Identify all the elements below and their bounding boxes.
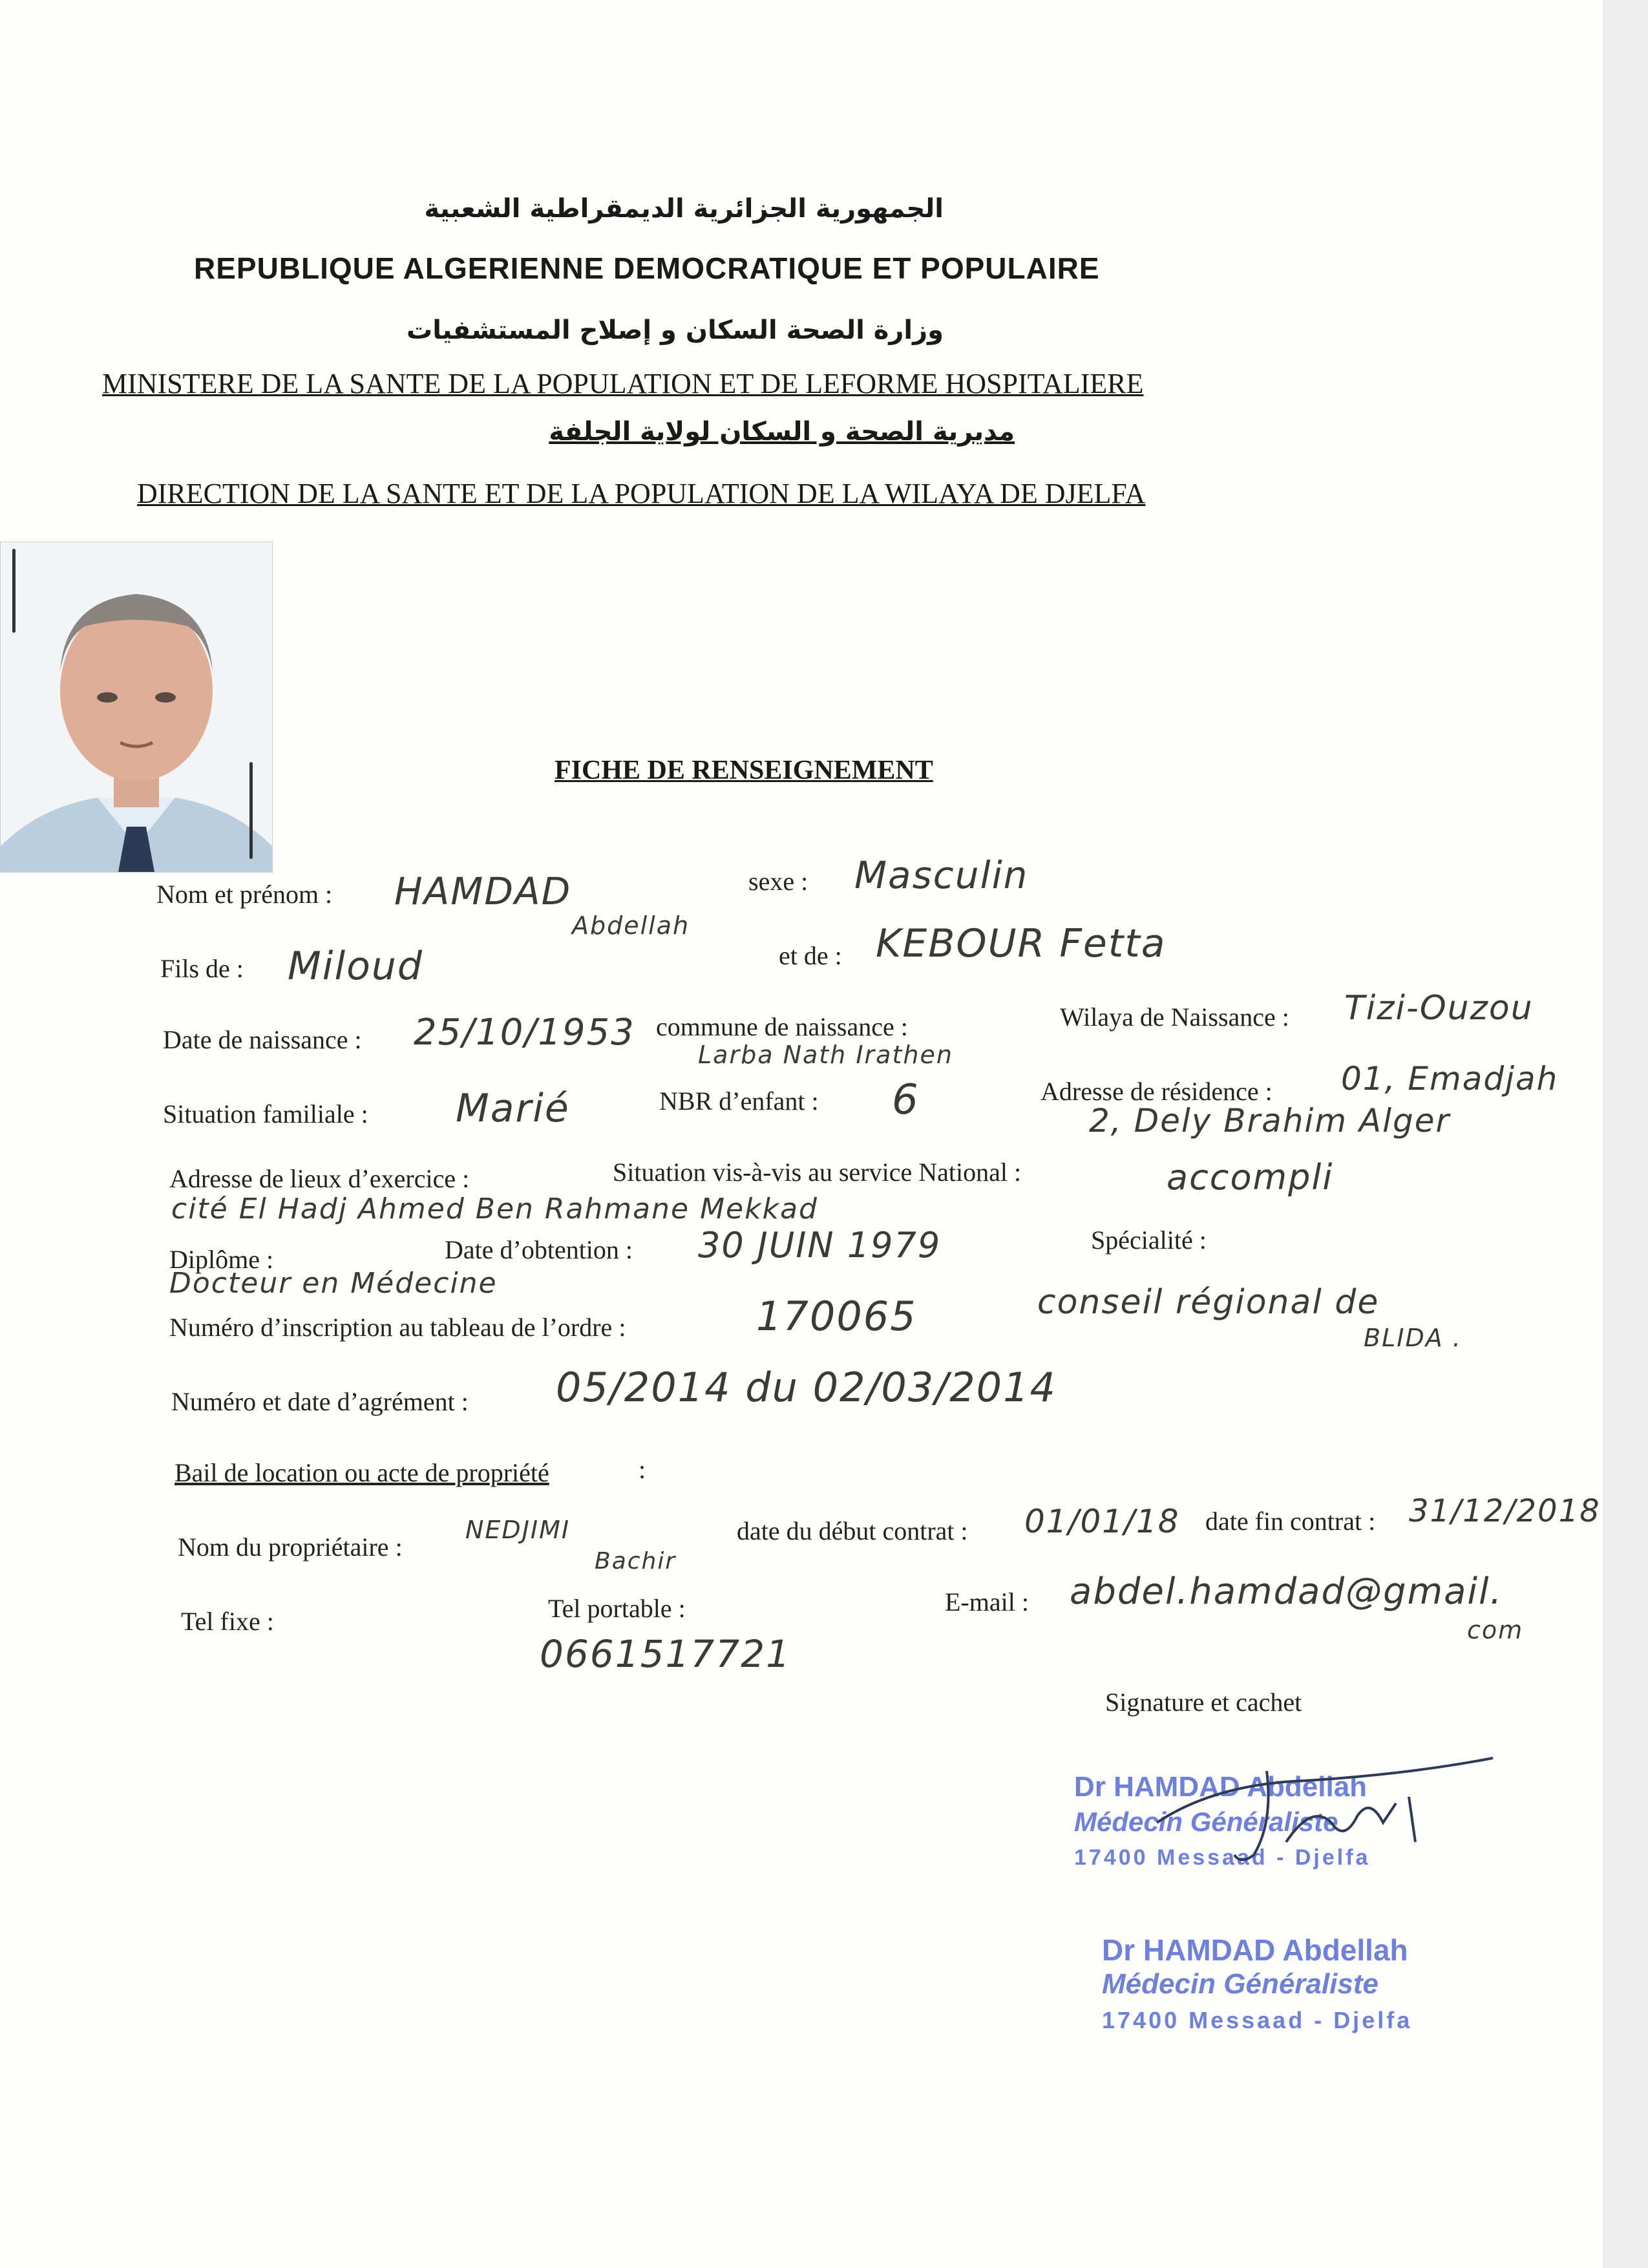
portrait-image — [1, 542, 272, 872]
direction-heading: DIRECTION DE LA SANTE ET DE LA POPULATION DE LA WILAYA DE DJELFA — [137, 478, 1146, 509]
sexe-label: sexe : — [748, 867, 808, 896]
wilaya-value: Tizi-Ouzou — [1344, 989, 1534, 1028]
prenom-value: Abdellah — [572, 911, 690, 940]
staple-left — [12, 549, 16, 633]
mere-value: KEBOUR Fetta — [876, 921, 1167, 966]
situation-value: Marié — [456, 1086, 570, 1131]
email-value: abdel.hamdad@gmail. — [1070, 1571, 1503, 1613]
conseil-value: conseil régional de — [1037, 1283, 1380, 1322]
blida-value: BLIDA . — [1364, 1324, 1462, 1352]
adresse-ex-label: Adresse de lieux d’exercice : — [169, 1164, 470, 1193]
signature-label: Signature et cachet — [1105, 1688, 1302, 1717]
situation-label: Situation familiale : — [163, 1099, 368, 1129]
email-value-2: com — [1467, 1616, 1524, 1644]
pere-value: Miloud — [288, 944, 423, 989]
nom-value: HAMDAD — [394, 869, 572, 913]
email-label: E-mail : — [945, 1587, 1029, 1616]
diplome-label: Diplôme : — [169, 1245, 274, 1274]
ministry-heading: MINISTERE DE LA SANTE DE LA POPULATION ET DE LEFORME HOSPITALIERE — [102, 368, 1144, 399]
republic-heading: REPUBLIQUE ALGERIENNE DEMOCRATIQUE ET POPULAIRE — [194, 251, 1100, 285]
stamp-1-address: 17400 Messaad - Djelfa — [1074, 1845, 1371, 1870]
tel-fixe-label: Tel fixe : — [181, 1607, 274, 1636]
debut-value: 01/01/18 — [1024, 1503, 1180, 1540]
specialite-label: Spécialité : — [1091, 1225, 1207, 1255]
stamp-2-address: 17400 Messaad - Djelfa — [1102, 2007, 1413, 2033]
tel-portable-label: Tel portable : — [548, 1594, 686, 1623]
adresse-ex-value: cité El Hadj Ahmed Ben Rahmane Mekkad — [171, 1192, 818, 1225]
nbr-label: NBR d’enfant : — [659, 1086, 819, 1116]
fils-label: Fils de : — [160, 954, 244, 983]
stamp-1-name: Dr HAMDAD Abdellah — [1074, 1771, 1368, 1803]
agrement-label: Numéro et date d’agrément : — [171, 1387, 469, 1416]
staple-right — [249, 762, 253, 859]
proprietaire-label: Nom du propriétaire : — [178, 1532, 403, 1562]
service-value: accompli — [1167, 1157, 1334, 1198]
debut-label: date du début contrat : — [737, 1516, 968, 1545]
nbr-value: 6 — [892, 1076, 920, 1124]
fin-label: date fin contrat : — [1205, 1507, 1376, 1536]
date-naissance-label: Date de naissance : — [163, 1025, 362, 1054]
scan-edge — [1603, 0, 1648, 2268]
sexe-value: Masculin — [854, 853, 1029, 897]
adresse-res-label: Adresse de résidence : — [1041, 1077, 1273, 1106]
agrement-value: 05/2014 du 02/03/2014 — [556, 1364, 1057, 1411]
date-naissance-value: 25/10/1953 — [414, 1012, 635, 1054]
inscription-label: Numéro d’inscription au tableau de l’ordre : — [169, 1313, 626, 1342]
arabic-republic-heading: الجمهورية الجزائرية الديمقراطية الشعبية — [424, 194, 944, 224]
adresse-res-value-1: 01, Emadjah — [1341, 1060, 1559, 1097]
id-photo — [0, 542, 273, 873]
stamp-1-title: Médecin Généraliste — [1074, 1807, 1338, 1837]
diplome-value: Docteur en Médecine — [169, 1267, 498, 1300]
obtention-label: Date d’obtention : — [445, 1235, 633, 1264]
nom-label: Nom et prénom : — [156, 880, 333, 909]
etde-label: et de : — [779, 941, 842, 970]
wilaya-label: Wilaya de Naissance : — [1060, 1002, 1289, 1032]
proprietaire-value: NEDJIMI — [465, 1516, 571, 1544]
inscription-value: 170065 — [756, 1293, 917, 1340]
obtention-value: 30 JUIN 1979 — [698, 1225, 942, 1266]
form-title: FICHE DE RENSEIGNEMENT — [555, 756, 933, 785]
tel-portable-value: 0661517721 — [540, 1632, 792, 1676]
handwritten-signature — [1137, 1745, 1499, 1874]
arabic-direction-heading: مديرية الصحة و السكان لولاية الجلفة — [549, 417, 1015, 447]
fin-value: 31/12/2018 — [1409, 1493, 1601, 1529]
bail-colon: : — [639, 1455, 646, 1484]
stamp-2-title: Médecin Généraliste — [1102, 1968, 1379, 2000]
arabic-ministry-heading: وزارة الصحة السكان و إصلاح المستشفيات — [407, 315, 944, 345]
bail-heading: Bail de location ou acte de propriété — [174, 1458, 549, 1487]
proprietaire-value-2: Bachir — [595, 1548, 677, 1574]
service-label: Situation vis-à-vis au service National : — [613, 1158, 1022, 1187]
commune-value: Larba Nath Irathen — [698, 1041, 953, 1069]
commune-label: commune de naissance : — [656, 1012, 908, 1041]
adresse-res-value-2: 2, Dely Brahim Alger — [1089, 1102, 1451, 1139]
stamp-2-name: Dr HAMDAD Abdellah — [1102, 1933, 1408, 1967]
